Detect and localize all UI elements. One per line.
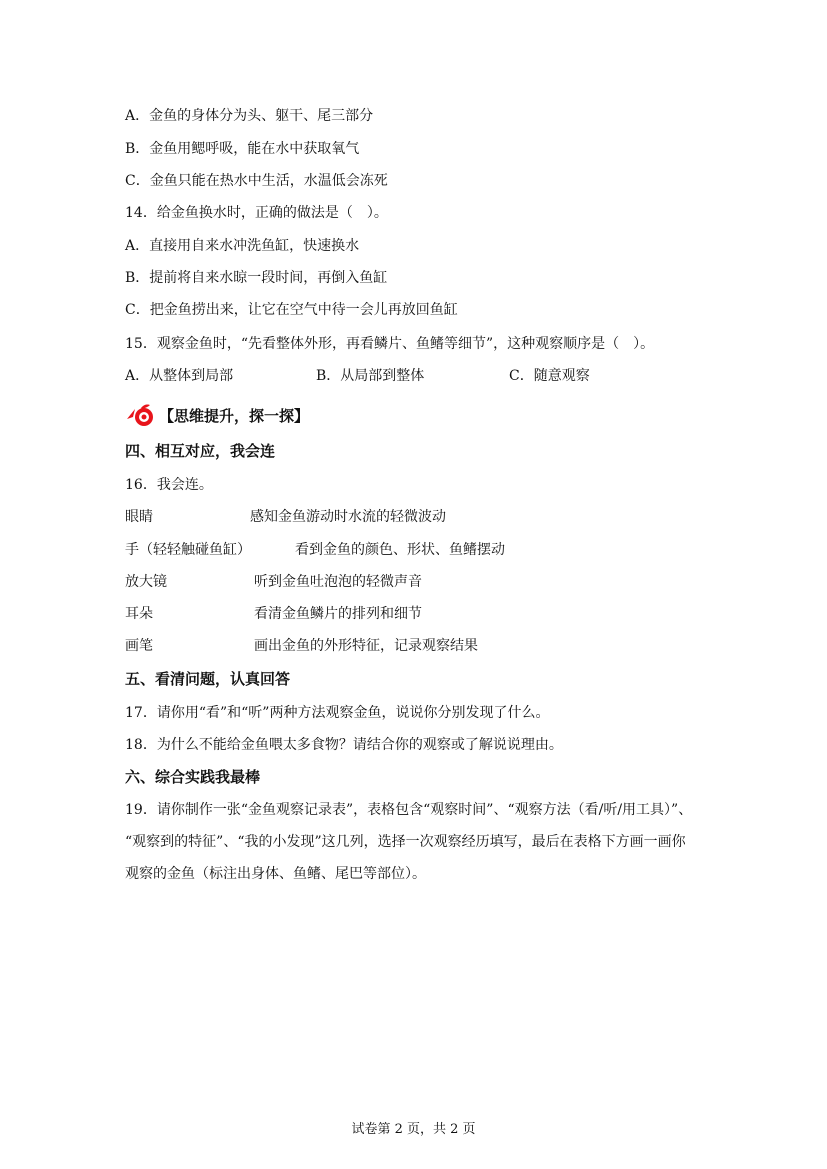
q17-stem: 17．请你用“看”和“听”两种方法观察金鱼，说说你分别发现了什么。 — [125, 705, 550, 721]
match-left-1: 眼睛 — [125, 509, 153, 525]
q18-stem: 18．为什么不能给金鱼喂太多食物？请结合你的观察或了解说说理由。 — [125, 737, 563, 753]
q13-option-b: B．金鱼用鳃呼吸，能在水中获取氧气 — [125, 141, 360, 157]
q13-option-a: A．金鱼的身体分为头、躯干、尾三部分 — [125, 108, 374, 124]
match-right-4: 看清金鱼鳞片的排列和细节 — [254, 606, 422, 622]
match-right-2: 看到金鱼的颜色、形状、鱼鳍摆动 — [295, 542, 505, 558]
q15-stem: 15．观察金鱼时，“先看整体外形，再看鳞片、鱼鳍等细节”，这种观察顺序是（ ）。 — [125, 336, 655, 352]
q15-option-a: A．从整体到局部 — [125, 368, 234, 384]
section4-title: 四、相互对应，我会连 — [125, 442, 276, 460]
section5-title: 五、看清问题，认真回答 — [125, 670, 291, 688]
q13-option-c: C．金鱼只能在热水中生活，水温低会冻死 — [125, 173, 388, 189]
q15-option-b: B．从局部到整体 — [316, 368, 425, 384]
match-left-2: 手（轻轻触碰鱼缸） — [125, 542, 251, 558]
match-right-1: 感知金鱼游动时水流的轻微波动 — [250, 509, 446, 525]
q19-line-3: 观察的金鱼（标注出身体、鱼鳍、尾巴等部位）。 — [125, 866, 426, 882]
q14-stem: 14．给金鱼换水时，正确的做法是（ ）。 — [125, 205, 388, 221]
q16-stem: 16．我会连。 — [125, 477, 213, 493]
page-footer: 试卷第 2 页，共 2 页 — [351, 1122, 476, 1137]
q19-line-2: “观察到的特征”、“我的小发现”这几列，选择一次观察经历填写，最后在表格下方画一画你 — [125, 834, 686, 850]
match-left-4: 耳朵 — [125, 606, 153, 622]
match-left-5: 画笔 — [125, 638, 153, 654]
q14-option-c: C．把金鱼捞出来，让它在空气中待一会儿再放回鱼缸 — [125, 302, 458, 318]
match-right-5: 画出金鱼的外形特征，记录观察结果 — [254, 638, 478, 654]
section6-title: 六、综合实践我最棒 — [125, 768, 261, 786]
q15-option-c: C．随意观察 — [509, 368, 590, 384]
think-banner-text: 【思维提升，探一探】 — [159, 406, 310, 425]
match-right-3: 听到金鱼吐泡泡的轻微声音 — [254, 574, 422, 590]
apple-thinking-icon — [125, 403, 157, 427]
q14-option-b: B．提前将自来水晾一段时间，再倒入鱼缸 — [125, 270, 388, 286]
think-banner — [125, 403, 309, 427]
q19-line-1: 19．请你制作一张“金鱼观察记录表”，表格包含“观察时间”、“观察方法（看/听/用工具）”、 — [125, 802, 693, 818]
q14-option-a: A．直接用自来水冲洗鱼缸，快速换水 — [125, 238, 360, 254]
match-left-3: 放大镜 — [125, 574, 167, 590]
